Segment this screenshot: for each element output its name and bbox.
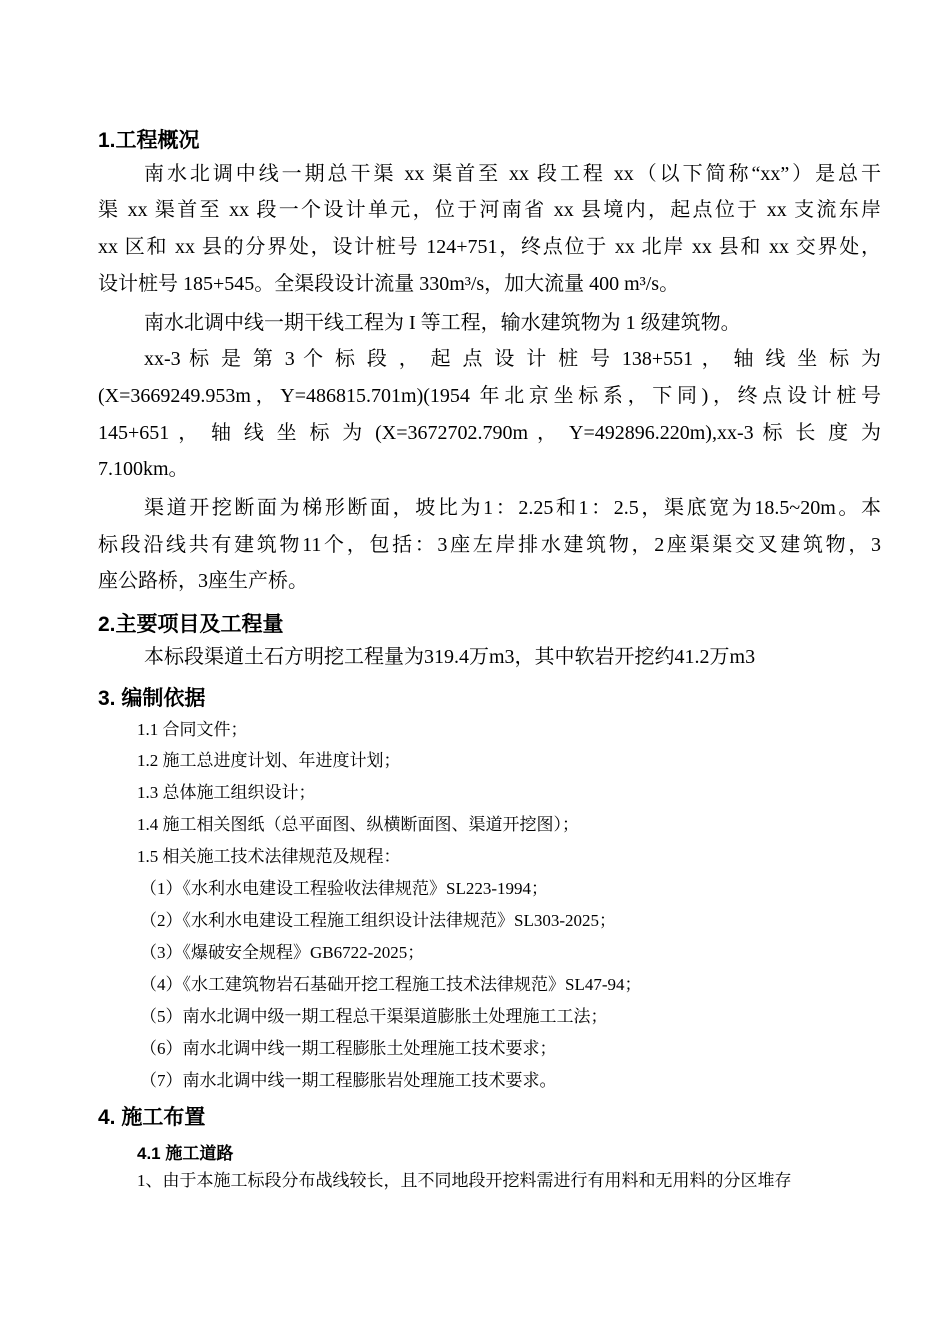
paragraph-line: xx 区和 xx 县的分界处，设计桩号 124+751，终点位于 xx 北岸 xx 县和 xx 交界处， <box>98 236 881 258</box>
section-heading-basis: 3. 编制依据 <box>98 687 206 710</box>
paragraph-line: 南水北调中线一期总干渠 xx 渠首至 xx 段工程 xx（以下简称“xx”）是总干 <box>144 163 881 185</box>
paragraph-line: 本标段渠道土石方明挖工程量为319.4万m3，其中软岩开挖约41.2万m3 <box>144 646 756 668</box>
section-heading-overview: 1.工程概况 <box>98 129 200 152</box>
reference-item: （5）南水北调中级一期工程总干渠渠道膨胀土处理施工工法； <box>140 1007 608 1026</box>
paragraph-line: 渠 xx 渠首至 xx 段一个设计单元，位于河南省 xx 县境内，起点位于 xx 支流东岸 <box>98 199 881 221</box>
paragraph-line: 渠道开挖断面为梯形断面，坡比为1：2.25和1：2.5，渠底宽为18.5~20m。本 <box>144 497 881 519</box>
paragraph-line: 1、由于本施工标段分布战线较长，且不同地段开挖料需进行有用料和无用料的分区堆存 <box>137 1171 792 1190</box>
paragraph-line: 南水北调中线一期干线工程为 I 等工程，输水建筑物为 1 级建筑物。 <box>144 312 741 334</box>
paragraph-line: 座公路桥，3座生产桥。 <box>98 570 308 592</box>
reference-item: （4）《水工建筑物岩石基础开挖工程施工技术法律规范》SL47-94； <box>140 975 642 994</box>
reference-item: （3）《爆破安全规程》GB6722-2025； <box>140 943 425 962</box>
reference-item: （6）南水北调中线一期工程膨胀土处理施工技术要求； <box>140 1039 557 1058</box>
paragraph-line: 7.100km。 <box>98 458 189 480</box>
subsection-heading-roads: 4.1 施工道路 <box>137 1144 234 1163</box>
basis-item: 1.5 相关施工技术法律规范及规程： <box>137 847 401 866</box>
reference-item: （1）《水利水电建设工程验收法律规范》SL223-1994； <box>140 879 548 898</box>
paragraph-line: 145+651 ， 轴 线 坐 标 为 (X=3672702.790m ， Y=492896.220m),xx-3 标 长 度 为 <box>98 422 881 444</box>
section-heading-quantities: 2.主要项目及工程量 <box>98 613 284 636</box>
paragraph-line: 设计桩号 185+545。全渠段设计流量 330m³/s，加大流量 400 m³/s。 <box>98 273 680 295</box>
paragraph-line: 标段沿线共有建筑物11个，包括：3座左岸排水建筑物，2座渠渠交叉建筑物，3 <box>98 534 881 556</box>
basis-item: 1.3 总体施工组织设计； <box>137 783 316 802</box>
reference-item: （7）南水北调中线一期工程膨胀岩处理施工技术要求。 <box>140 1071 557 1090</box>
section-heading-layout: 4. 施工布置 <box>98 1106 206 1129</box>
paragraph-line: xx-3 标 是 第 3 个 标 段 ， 起 点 设 计 桩 号 138+551 ， 轴 线 坐 标 为 <box>144 348 881 370</box>
basis-item: 1.2 施工总进度计划、年进度计划； <box>137 751 401 770</box>
paragraph-line: (X=3669249.953m，Y=486815.701m)(1954 年北京坐标系，下同)，终点设计桩号 <box>98 385 881 407</box>
reference-item: （2）《水利水电建设工程施工组织设计法律规范》SL303-2025； <box>140 911 616 930</box>
basis-item: 1.4 施工相关图纸（总平面图、纵横断面图、渠道开挖图）； <box>137 815 579 834</box>
basis-item: 1.1 合同文件； <box>137 720 248 739</box>
